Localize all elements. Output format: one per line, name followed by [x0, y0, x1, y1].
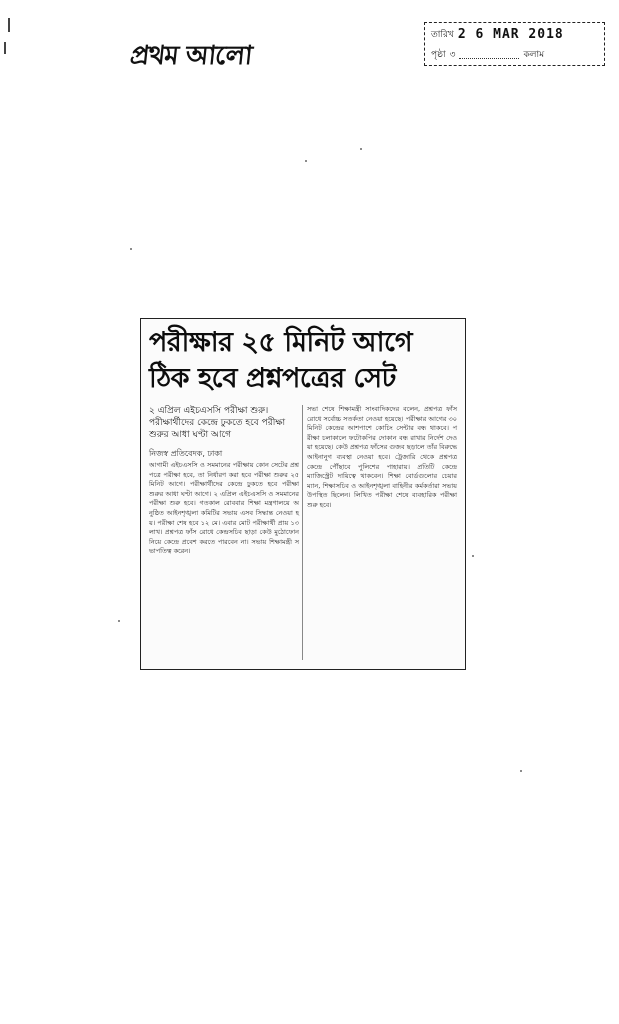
margin-mark [4, 42, 6, 54]
newspaper-masthead: প্রথম আলো [128, 41, 254, 71]
scan-speck [118, 620, 120, 622]
date-label: তারিখ [431, 30, 454, 40]
article-subhead: ২ এপ্রিল এইচএসসি পরীক্ষা শুরু। পরীক্ষার্থীদের কেন্দ্রে ঢুকতে হবে পরীক্ষা শুরুর আধা ঘণ্টা আগে [149, 406, 286, 440]
news-clipping [140, 318, 466, 670]
column-label: কলাম [523, 50, 545, 60]
margin-mark [8, 18, 10, 32]
dotted-line [459, 50, 519, 59]
article-byline: নিজস্ব প্রতিবেদক, ঢাকা [149, 449, 223, 458]
article-headline [149, 325, 449, 397]
date-stamp [424, 22, 605, 66]
headline-line-2: ঠিক হবে প্রশ্নপত্রের সেট [149, 363, 396, 394]
article-body-right: সভা শেষে শিক্ষামন্ত্রী সাংবাদিকদের বলেন, প্রশ্নপত্র ফাঁস রোধে সর্বোচ্চ সতর্কতা নেওয়া হয়েছে। পরীক্ষার আগের ৩০ মিনিট কেন্দ্রের আশপাশে কোচিং সেন্টার বন্ধ থাকবে। পরীক্ষা চলাকালে ফটোকপির দোকান বন্ধ রাখার নির্দেশ দেওয়া হয়েছে। কেউ প্রশ্নপত্র ফাঁসের গুজব ছড়ালে তাঁর বিরুদ্ধে আইনানুগ ব্যবস্থা নেওয়া হবে। ট্রেজারি থেকে প্রশ্নপত্র কেন্দ্রে পৌঁছাবে পুলিশের পাহারায়। প্রতিটি কেন্দ্রে ম্যাজিস্ট্রেট দায়িত্বে থাকবেন। শিক্ষা বোর্ডগুলোর চেয়ারম্যান, শিক্ষাসচিব ও আইনশৃঙ্খলা বাহিনীর কর্মকর্তারা সভায় উপস্থিত ছিলেন। লিখিত পরীক্ষা শেষে ব্যবহারিক পরীক্ষা শুরু হবে। [307, 405, 457, 509]
date-value: 2 6 MAR 2018 [457, 27, 564, 42]
scan-speck [520, 770, 522, 772]
headline-line-1: পরীক্ষার ২৫ মিনিট আগে [149, 327, 413, 358]
page-label: পৃষ্ঠা [431, 50, 446, 60]
column-rule [302, 405, 303, 660]
article-body-left: আগামী এইচএসসি ও সমমানের পরীক্ষায় কোন সেটের প্রশ্নপত্রে পরীক্ষা হবে, তা নির্ধারণ করা হবে পরীক্ষা শুরুর ২৫ মিনিট আগে। পরীক্ষার্থীদের কেন্দ্রে ঢুকতে হবে পরীক্ষা শুরুর আধা ঘণ্টা আগে। ২ এপ্রিল এইচএসসি ও সমমানের পরীক্ষা শুরু হবে। গতকাল রোববার শিক্ষা মন্ত্রণালয়ে অনুষ্ঠিত আইনশৃঙ্খলা কমিটির সভায় এসব সিদ্ধান্ত নেওয়া হয়। পরীক্ষা শেষ হবে ১২ মে। এবার মোট পরীক্ষার্থী প্রায় ১৩ লাখ। প্রশ্নপত্র ফাঁস রোধে কেন্দ্রসচিব ছাড়া কেউ মুঠোফোন নিয়ে কেন্দ্রে প্রবেশ করতে পারবেন না। সভায় শিক্ষামন্ত্রী সভাপতিত্ব করেন। [149, 461, 299, 556]
scan-speck [360, 148, 362, 150]
scan-speck [130, 248, 132, 250]
scan-speck [305, 160, 307, 162]
scan-speck [472, 555, 474, 557]
page-value: ৩ [449, 50, 456, 60]
